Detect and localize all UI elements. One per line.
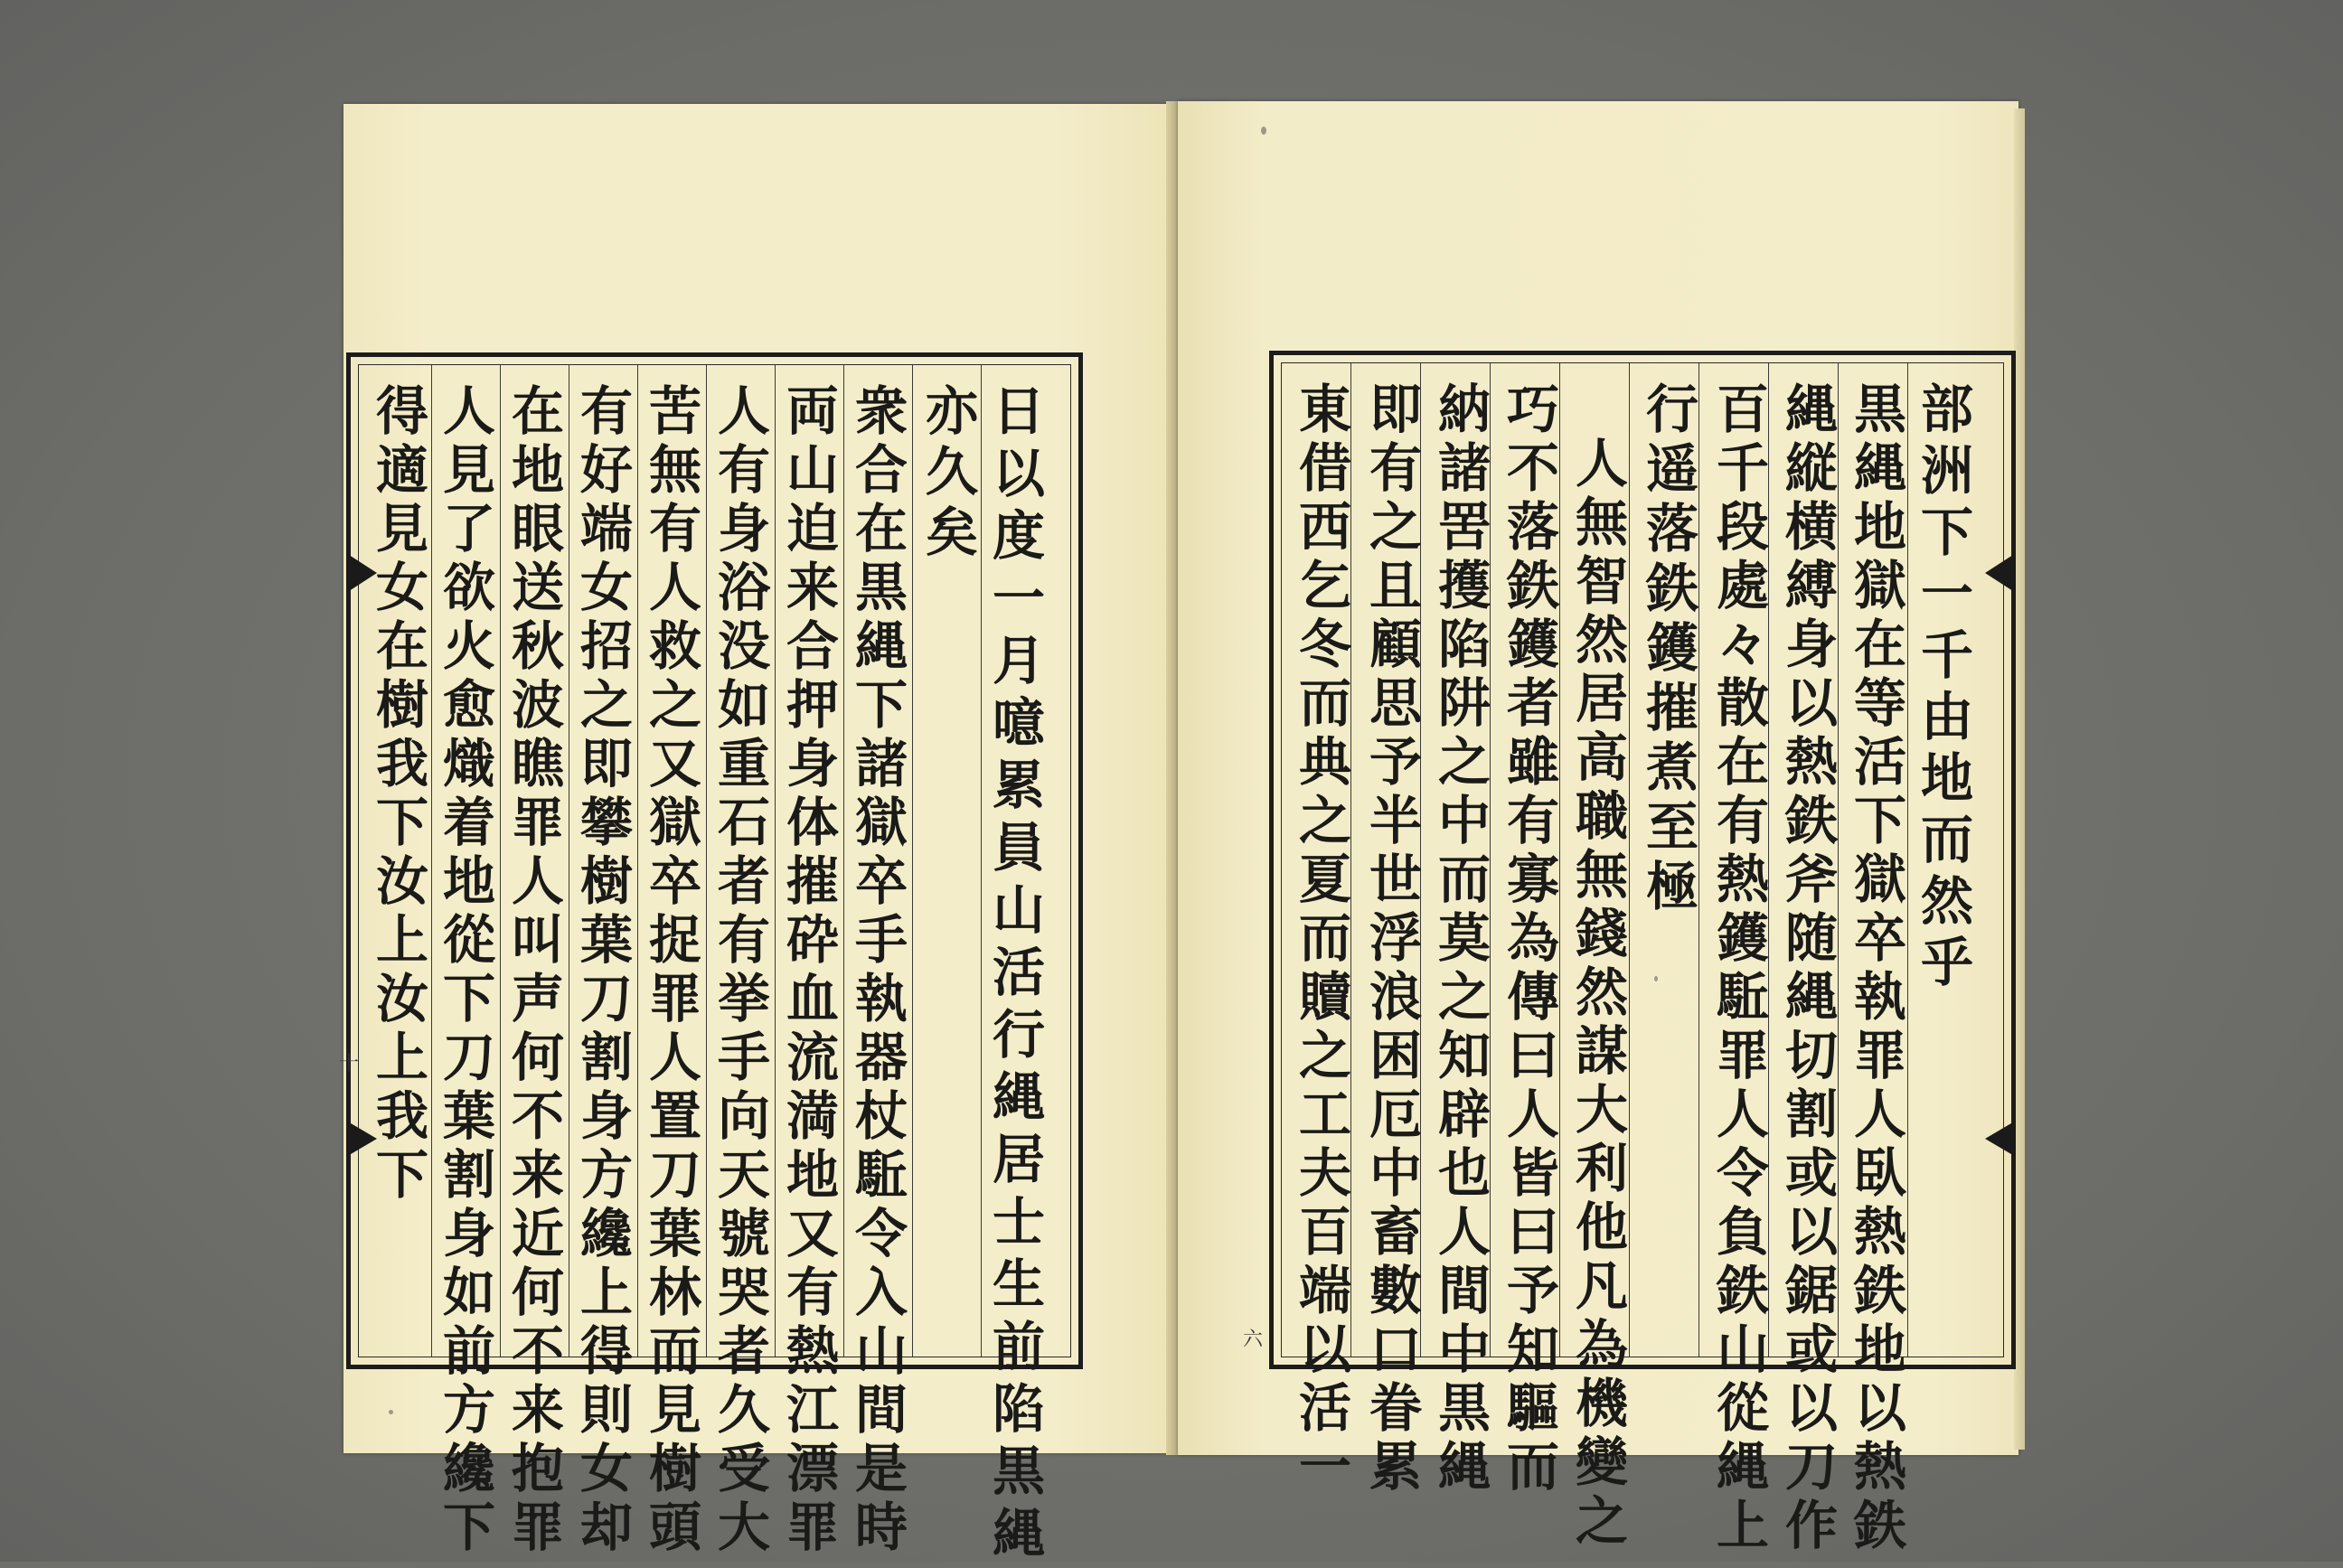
column-rule [775, 365, 776, 1357]
column-rule [500, 365, 501, 1357]
text-column: 東借西乞冬而典之夏而贖之工夫百端以活一 [1290, 381, 1351, 1498]
right-inner-frame [1281, 362, 2004, 1556]
text-column: 部洲下一千由地而然乎 [1912, 381, 1973, 996]
text-column: 日以度一月噫累員山活行縄居士生前陷黒縄 [983, 383, 1045, 1568]
paper-speck [1654, 976, 1658, 981]
folio-number: 六 [1243, 1329, 1264, 1351]
column-rule [706, 365, 707, 1357]
text-column: 黒縄地獄在等活下獄卒執罪人臥熱鉄地以熱鉄 [1845, 381, 1906, 1556]
text-column: 行遥落鉄鑊摧煮至極 [1637, 381, 1698, 918]
text-column: 巧不落鉄鑊者雖有寡為傳曰人皆曰予知驅而 [1498, 381, 1559, 1498]
fishtail-mark [1985, 1121, 2016, 1157]
column-rule [1698, 363, 1699, 1357]
text-column: 人無智然居高職無錢然謀大利他凡為機變之 [1567, 436, 1628, 1552]
fishtail-mark [346, 553, 377, 593]
column-rule [981, 365, 982, 1357]
column-rule [431, 365, 432, 1357]
folio-number: 十 [339, 1053, 360, 1075]
text-column: 衆合在黒縄下諸獄卒手執器杖駈令入山間是時 [846, 383, 908, 1558]
right-text-frame [1269, 351, 2016, 1556]
text-column: 即有之且顧思予半世浮浪困厄中畜數口眷累 [1360, 381, 1422, 1498]
column-rule [1559, 363, 1560, 1357]
text-column: 人見了欲火愈熾着地從下刀葉割身如前方纔下 [434, 383, 495, 1558]
text-column: 苦無有人救之又獄卒捉罪人置刀葉林而見樹頭 [640, 383, 701, 1558]
left-text-frame [346, 352, 1083, 1568]
fishtail-mark [346, 1121, 377, 1157]
text-column: 亦久矣 [917, 383, 978, 565]
text-column: 人有身浴没如重石者有挙手向天號哭者久受大 [709, 383, 770, 1558]
fishtail-mark [1985, 553, 2016, 593]
left-inner-frame [358, 364, 1071, 1568]
text-column: 有好端女招之即攀樹葉刀割身方纔上得則女却 [571, 383, 633, 1558]
paper-speck [389, 1410, 393, 1414]
column-rule [1629, 363, 1630, 1357]
column-rule [843, 365, 844, 1357]
text-column: 得適見女在樹我下汝上汝上我下 [367, 383, 428, 1206]
text-column: 両山迫来合押身体摧砕血流満地又有熱江漂罪 [777, 383, 839, 1558]
column-rule [1907, 363, 1908, 1357]
text-column: 縄縦横縛身以熱鉄斧随縄切割或以鋸或以刀作 [1776, 381, 1838, 1556]
column-rule [912, 365, 913, 1357]
paper-speck [1261, 127, 1266, 135]
text-column: 納諸罟擭陷阱之中而莫之知辟也人間中黒縄 [1429, 381, 1491, 1498]
text-column: 在地眼送秋波瞧罪人叫声何不来近何不来抱罪 [503, 383, 564, 1558]
text-column: 百千段處々散在有熱鑊駈罪人令負鉄山從縄上 [1708, 381, 1769, 1556]
column-rule [1838, 363, 1839, 1357]
column-rule [637, 365, 638, 1357]
